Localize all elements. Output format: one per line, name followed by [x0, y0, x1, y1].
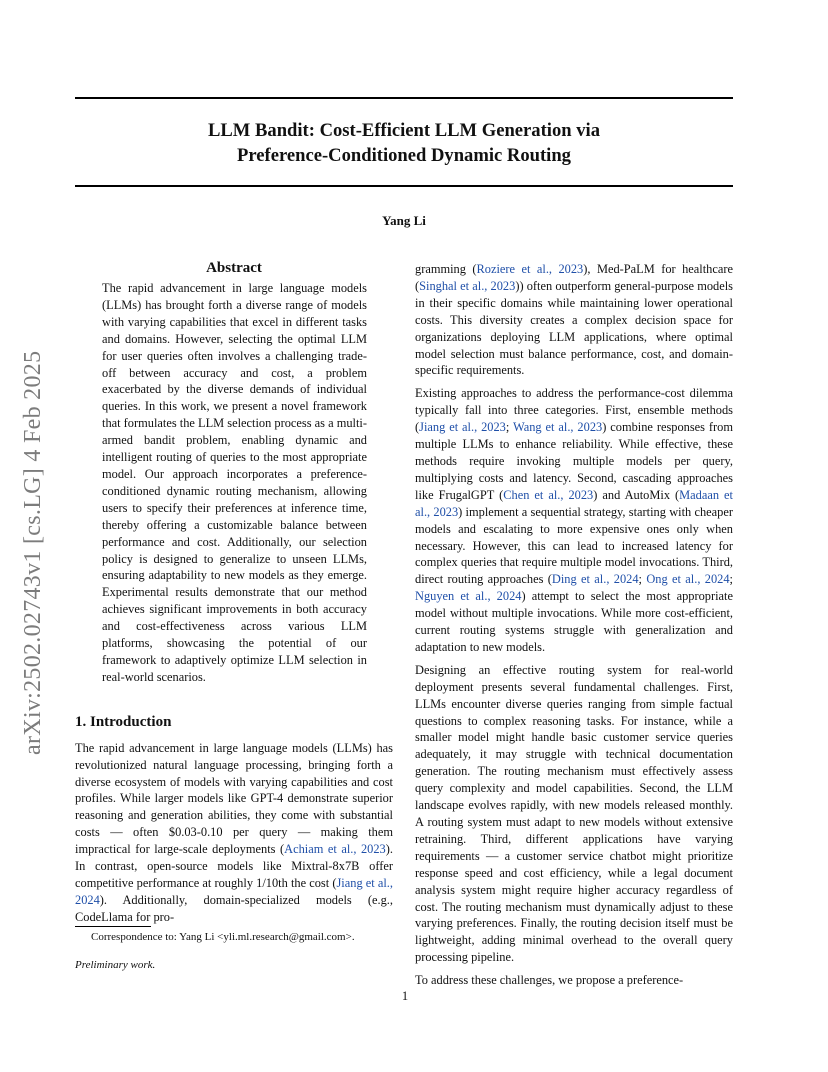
intro-paragraph-4: Designing an effective routing system for real-world deployment presents several fundamental challenges. First, LLMs encounter diverse queries ranging from simple factual questions to complex reasoning tasks. For instance, while a smaller model might handle basic customer service queries adequately, it may struggle with technical documentation generation. The routing mechanism must effectively assess query complexity and model capabilities. Second, the LLM landscape evolves rapidly, with new models released monthly. A routing system must adapt to new models without extensive retraining. Third, different applications have varying requirements — a customer service chatbot might prioritize response speed and cost efficiency, while a legal document analysis system might require higher accuracy regardless of cost. The routing mechanism must dynamically adjust to these varying preferences. Finally, the routing decision itself must be lightweight, adding minimal overhead to the overall query processing pipeline.: [415, 662, 733, 965]
citation-link[interactable]: Chen et al., 2023: [503, 487, 594, 502]
left-column: [75, 258, 393, 932]
text-run: ) implement a sequential strategy, starting with cheaper models and escalating to more expensive ones only when necessary. However, this can lead to increased latency for complex queries that require multiple model invocations. Third, direct routing approaches (: [415, 504, 733, 587]
author-name: Yang Li: [382, 213, 426, 228]
citation-link[interactable]: Jiang et al., 2024: [75, 876, 394, 907]
text-run: ;: [505, 420, 514, 435]
text-run: The rapid advancement in large language models (LLMs) has revolutionized natural language processing, bringing forth a diverse ecosystem of models with varying capabilities and cost profiles. While larger models like GPT-4 demonstrate superior reasoning and generation abilities, they come with substantial costs — often $0.03-0.10 per query — making them impractical for large-scale deployments (: [75, 740, 393, 857]
text-run: gramming (: [415, 262, 477, 276]
text-run: ;: [729, 572, 733, 587]
arxiv-identifier: arXiv:2502.02743v1 [cs.LG] 4 Feb 2025: [20, 350, 46, 755]
paper-title: [75, 118, 733, 168]
intro-paragraph-5: To address these challenges, we propose a preference-: [415, 973, 684, 988]
text-run: ) combine responses from multiple LLMs to enhance reliability. While effective, these methods require invoking multiple models per query, multiplying costs and latency. Second, cascading approaches like FrugalGPT (: [415, 420, 733, 502]
footnote-rule: [75, 926, 151, 927]
title-rule-bottom: [75, 185, 733, 187]
citation-link[interactable]: Wang et al., 2023: [513, 420, 603, 435]
page-number: 1: [401, 989, 409, 1003]
abstract-text: The rapid advancement in large language models (LLMs) has brought forth a diverse range of models with varying capabilities that excel in different tasks and domains. However, selecting the optimal LLM for user queries often involves a challenging trade-off between accuracy and cost, a problem exacerbated by the diverse demands of individual queries. In this work, we present a novel framework that formulates the LLM selection process as a multi-armed bandit problem, enabling dynamic and intelligent routing of queries to the most appropriate model. Our approach incorporates a preference-conditioned dynamic routing mechanism, allowing users to specify their preferences at inference time, thereby offering a customizable balance between performance and cost. Additionally, our selection policy is designed to generalize to unseen LLMs, ensuring adaptability to new models as they emerge. Experimental results demonstrate that our method achieves significant improvements in both accuracy and cost-effectiveness across various LLM platforms, showcasing the potential of our framework to adaptively optimize LLM selection in real-world scenarios.: [102, 281, 367, 684]
citation-link[interactable]: Nguyen et al., 2024: [415, 589, 522, 604]
text-run: ;: [638, 572, 647, 587]
citation-link[interactable]: Ong et al., 2024: [646, 572, 730, 587]
citation-link[interactable]: Ding et al., 2024: [551, 572, 639, 587]
citation-link[interactable]: Madaan et al., 2023: [415, 487, 733, 519]
text-run: Existing approaches to address the performance-cost dilemma typically fall into three categories. First, ensemble methods (: [415, 386, 733, 435]
abstract-heading: Abstract: [206, 260, 262, 276]
text-run: ). Additionally, domain-specialized models (e.g., CodeLlama for pro-: [75, 892, 393, 924]
intro-paragraph-3: [415, 385, 733, 656]
citation-link[interactable]: Achiam et al., 2023: [284, 842, 386, 857]
citation-link[interactable]: Roziere et al., 2023: [476, 262, 584, 276]
introduction-heading: 1. Introduction: [75, 713, 172, 730]
text-run: )) often outperform general-purpose models in their specific domains while maintaining lower operational costs. This diversity creates a complex decision space for organizations deploying LLM applications, where optimal model selection must balance performance, cost, and domain-specific requirements.: [415, 278, 733, 378]
citation-link[interactable]: Singhal et al., 2023: [419, 278, 516, 293]
text-run: ) and AutoMix (: [593, 487, 680, 502]
intro-paragraph-2: [415, 261, 733, 379]
correspondence-footnote: Correspondence to: Yang Li <yli.ml.research@gmail.com>.: [91, 931, 355, 943]
text-run: ) attempt to select the most appropriate model without multiple invocations. While more cost-efficient, current routing systems struggle with generalization and adaptation to new models.: [415, 589, 733, 654]
preliminary-work-note: Preliminary work.: [75, 959, 156, 971]
title-line-2: Preference-Conditioned Dynamic Routing: [237, 145, 571, 166]
intro-paragraph-1: [75, 740, 393, 926]
title-line-1: LLM Bandit: Cost-Efficient LLM Generation via: [208, 120, 600, 141]
title-rule-top: [75, 97, 733, 99]
citation-link[interactable]: Jiang et al., 2023: [419, 420, 506, 435]
text-run: ), Med-PaLM for healthcare (: [415, 262, 734, 293]
text-run: ). In contrast, open-source models like Mixtral-8x7B offer competitive performance at roughly 1/10th the cost (: [75, 842, 393, 890]
right-column: [415, 261, 733, 995]
